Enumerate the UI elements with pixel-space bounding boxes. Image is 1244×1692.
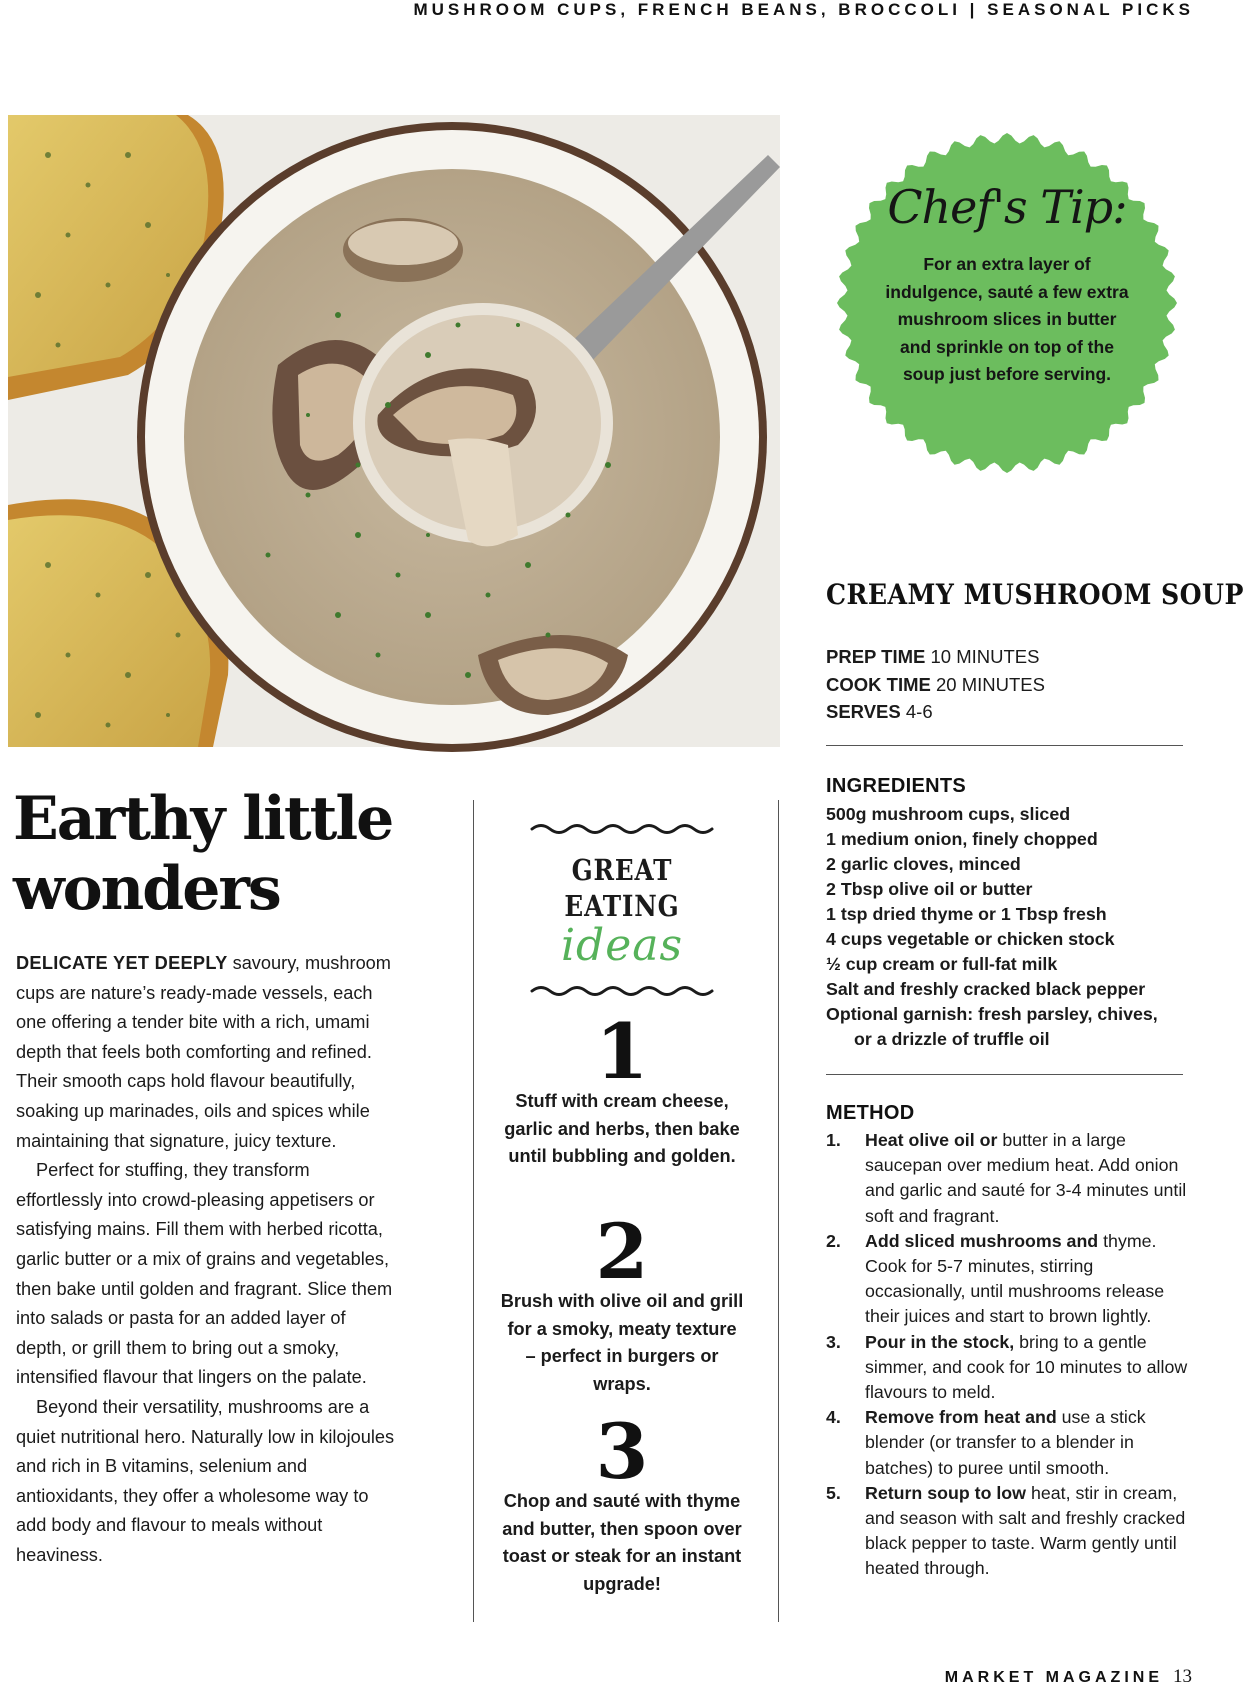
ingredients-list [826,802,1188,1052]
page-number: 13 [1173,1666,1192,1687]
method-step [826,1128,1188,1229]
article-paragraph: Beyond their versatility, mushrooms are a quiet nutritional hero. Naturally low in kilojoules and rich in B vitamins, selenium and antioxidants, they offer a wholesome way to add body and flavour to meals without heaviness. [16,1396,395,1565]
idea-text: Brush with olive oil and grill for a smoky, meaty texture – perfect in burgers or wraps. [500,1291,744,1394]
method-step [826,1405,1188,1481]
article-text: savoury, mushroom cups are nature’s ready-made vessels, each one offering a tender bite with a rich, umami depth that feels both comforting and refined. Their smooth caps hold flavour beautifully, soaking up marinades, oils and spices while maintaining that signature, juicy texture. [16,953,391,1151]
cook-time-value: 20 MINUTES [935,673,1045,695]
prep-time-value: 10 MINUTES [930,646,1040,667]
wavy-line-icon [530,822,714,836]
chefs-tip-text: For an extra layer of indulgence, sauté a few extra mushroom slices in butter and sprinkle on top of the soup just before serving. [885,254,1129,384]
idea-number: 1 [595,1007,649,1096]
idea-number: 2 [595,1207,649,1296]
running-header: MUSHROOM CUPS, FRENCH BEANS, BROCCOLI | SEASONAL PICKS [413,0,1194,19]
ideas-script: ideas [560,920,684,971]
chefs-tip-badge [832,128,1182,478]
method-step [826,1330,1188,1406]
step-text: bring to a gentle simmer, and cook for 10 minutes to allow flavours to meld. [865,1331,1188,1403]
ideas-heading-text [518,852,725,924]
method-heading: METHOD [826,1102,915,1124]
divider [826,1074,1183,1075]
chefs-tip-title: Chef's Tip: [887,180,1127,234]
ingredient-item: 1 medium onion, finely chopped [826,829,1098,849]
great-eating-ideas-heading [500,822,744,1002]
step-text: butter in a large saucepan over medium heat. Add onion and garlic and sauté for 3-4 minutes until soft and fragrant. [865,1130,1187,1226]
mushroom-soup-photo [8,115,780,747]
page-footer [945,1666,1192,1688]
cook-time-label: COOK TIME [826,673,931,695]
headline-line: Earthy little [13,784,393,854]
wavy-line-icon [530,984,714,998]
article-paragraph [16,949,399,1156]
step-number: 3. [826,1331,841,1352]
step-lead: Add sliced mushrooms and [865,1230,1099,1251]
ingredient-item: or a drizzle of truffle oil [854,1029,1050,1049]
step-number: 2. [826,1230,841,1251]
ingredient-item: 1 tsp dried thyme or 1 Tbsp fresh [826,904,1107,924]
idea-number: 3 [595,1407,649,1496]
step-text: use a stick blender (or transfer to a blender in batches) to puree until smooth. [865,1407,1146,1478]
step-lead: Return soup to low [865,1482,1027,1503]
serves-label: SERVES [826,701,901,722]
article-body [16,949,399,1570]
ingredient-item: ½ cup cream or full-fat milk [826,954,1058,974]
serves-value: 4-6 [905,701,933,722]
ideas-heading-line: GREAT [571,853,673,887]
ingredient-item: 2 Tbsp olive oil or butter [826,879,1033,899]
idea-text: Chop and sauté with thyme and butter, then spoon over toast or steak for an instant upgrade! [502,1491,742,1594]
step-lead: Remove from heat and [865,1407,1057,1428]
article-headline [13,784,392,924]
cook-time-row [826,671,1045,699]
article-paragraph: Perfect for stuffing, they transform effortlessly into crowd-pleasing appetisers or satisfying mains. Fill them with herbed ricotta, garlic butter or a mix of grains and vegetables, then bake until golden and fragrant. Slice them into salads or pasta for an added layer of depth, or grill them to bring out a smoky, intensified flavour that lingers on the palate. [16,1160,393,1388]
step-lead: Heat olive oil or [865,1130,998,1150]
headline-line: wonders [13,854,280,924]
prep-time-label: PREP TIME [826,646,926,667]
ingredients-heading: INGREDIENTS [826,775,966,797]
serves-row [826,698,1045,726]
ingredient-item: Salt and freshly cracked black pepper [826,979,1146,999]
step-number: 4. [826,1407,841,1428]
article-lead: DELICATE YET DEEPLY [16,953,228,973]
ingredient-item: Optional garnish: fresh parsley, chives, [826,1004,1158,1024]
ingredient-item: 500g mushroom cups, sliced [826,804,1071,824]
ingredient-item: 2 garlic cloves, minced [826,854,1021,874]
column-divider [778,800,779,1622]
recipe-times [826,643,1045,726]
step-text: heat, stir in cream, and season with salt and freshly cracked black pepper to taste. Warm gently until heated through. [865,1482,1186,1579]
column-divider [473,800,474,1622]
prep-time-row [826,643,1045,671]
method-step [826,1481,1188,1582]
ingredient-item: 4 cups vegetable or chicken stock [826,929,1115,949]
ideas-heading-line: EATING [564,889,680,923]
divider [826,745,1183,746]
method-list [826,1128,1188,1582]
recipe-title: CREAMY MUSHROOM SOUP [826,578,1244,611]
step-number: 1. [826,1130,841,1150]
magazine-name: MARKET MAGAZINE [944,1669,1163,1686]
idea-text: Stuff with cream cheese, garlic and herbs, then bake until bubbling and golden. [504,1091,740,1166]
method-step [826,1229,1188,1330]
step-number: 5. [826,1482,841,1503]
step-lead: Pour in the stock, [865,1331,1015,1352]
step-text: thyme. Cook for 5-7 minutes, stirring occasionally, until mushrooms release their juices and start to brown lightly. [865,1230,1165,1327]
